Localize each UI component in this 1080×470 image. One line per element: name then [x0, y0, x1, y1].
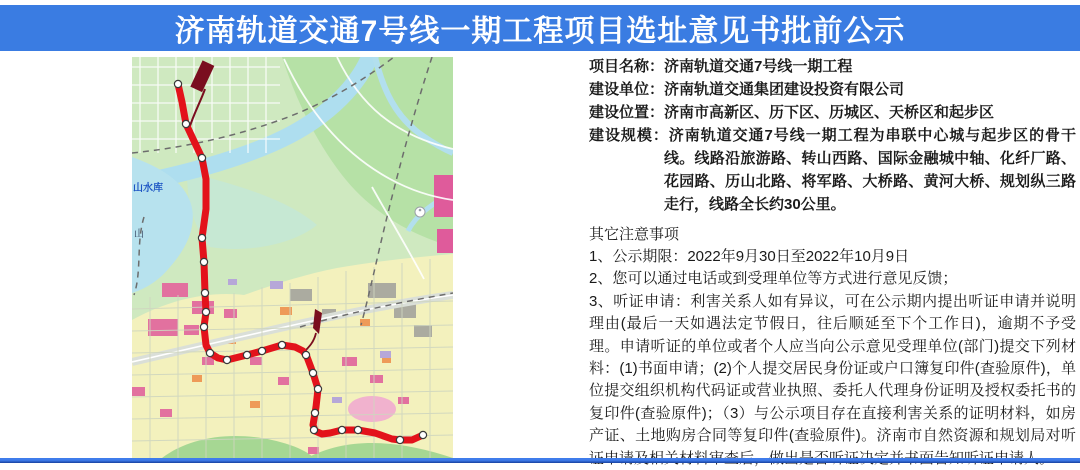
- station-marker: [310, 426, 317, 433]
- station-marker: [202, 308, 209, 315]
- info-row-project-name: [589, 55, 1076, 78]
- info-label: 建设单位：: [589, 81, 665, 98]
- station-marker: [201, 289, 208, 296]
- page-title: 济南轨道交通7号线一期工程项目选址意见书批前公示: [174, 15, 906, 48]
- info-value: 济南轨道交通7号线一期工程: [664, 58, 853, 75]
- announcement-details: [589, 55, 1076, 470]
- bottom-divider: [0, 458, 1080, 463]
- scenic-spot-icon-dot: [419, 209, 422, 212]
- station-marker: [174, 80, 181, 87]
- scenic-spot-icon: [415, 207, 425, 217]
- station-marker: [198, 234, 205, 241]
- header-banner: [0, 5, 1080, 51]
- map-label: 山: [134, 229, 144, 240]
- note-item-2: 2、您可以通过电话或到受理单位等方式进行意见反馈；: [589, 270, 958, 288]
- info-value: 济南轨道交通7号线一期工程为串联中心城与起步区的骨干线。线路沿旅游路、转山西路、国际金融城中轴、化纤厂路、花园路、历山北路、将军路、大桥路、黄河大桥、规划纵三路走行，线路全长约30公里。: [664, 127, 1076, 213]
- station-marker: [198, 154, 205, 161]
- info-value: 济南市高新区、历下区、历城区、天桥区和起步区: [664, 104, 995, 121]
- route-map: [132, 57, 453, 458]
- info-label: 项目名称：: [589, 58, 665, 75]
- info-label: 建设位置：: [589, 104, 665, 121]
- station-marker: [243, 351, 250, 358]
- station-marker: [302, 351, 309, 358]
- info-value: 济南轨道交通集团建设投资有限公司: [664, 81, 905, 98]
- station-marker: [311, 409, 318, 416]
- map-pink-zone: [348, 396, 396, 422]
- station-marker: [223, 356, 230, 363]
- station-marker: [354, 426, 361, 433]
- station-marker: [200, 323, 207, 330]
- station-marker: [206, 349, 213, 356]
- station-marker: [338, 426, 345, 433]
- note-item-1: 1、公示期限：2022年9月30日至2022年10月9日: [589, 248, 910, 265]
- info-row-scale: [589, 124, 1076, 216]
- station-marker: [278, 341, 285, 348]
- station-marker: [396, 436, 403, 443]
- note-item-3: 3、听证申请：利害关系人如有异议，可在公示期内提出听证申请并说明理由(最后一天如遇法定节假日，往后顺延至下个工作日)，逾期不予受理。申请听证的单位或者个人应当向公示意见受理单位(部门)提交下列材料：(1)书面申请；(2)个人提交居民身份证或户口簿复印件(查验原件)，单位提交组织机构代码证或营业执照、委托人代理身份证明及授权委托书的复印件(查验原件)；（3）与公示项目存在直接利害关系的证明材料，如房产证、土地购房合同等复印件(查验原件)。济南市自然资源和规划局对听: [589, 292, 1076, 445]
- notes-title: 其它注意事项: [589, 226, 680, 243]
- info-label: 建设规模：: [589, 127, 669, 144]
- station-marker: [182, 120, 189, 127]
- station-marker: [419, 431, 426, 438]
- map-label: 山水库: [133, 183, 163, 194]
- station-marker: [200, 258, 207, 265]
- station-marker: [258, 347, 265, 354]
- info-row-builder: [589, 78, 1076, 101]
- station-marker: [314, 385, 321, 392]
- station-marker: [309, 369, 316, 376]
- info-row-location: [589, 101, 1076, 124]
- route-map-container: [132, 57, 453, 458]
